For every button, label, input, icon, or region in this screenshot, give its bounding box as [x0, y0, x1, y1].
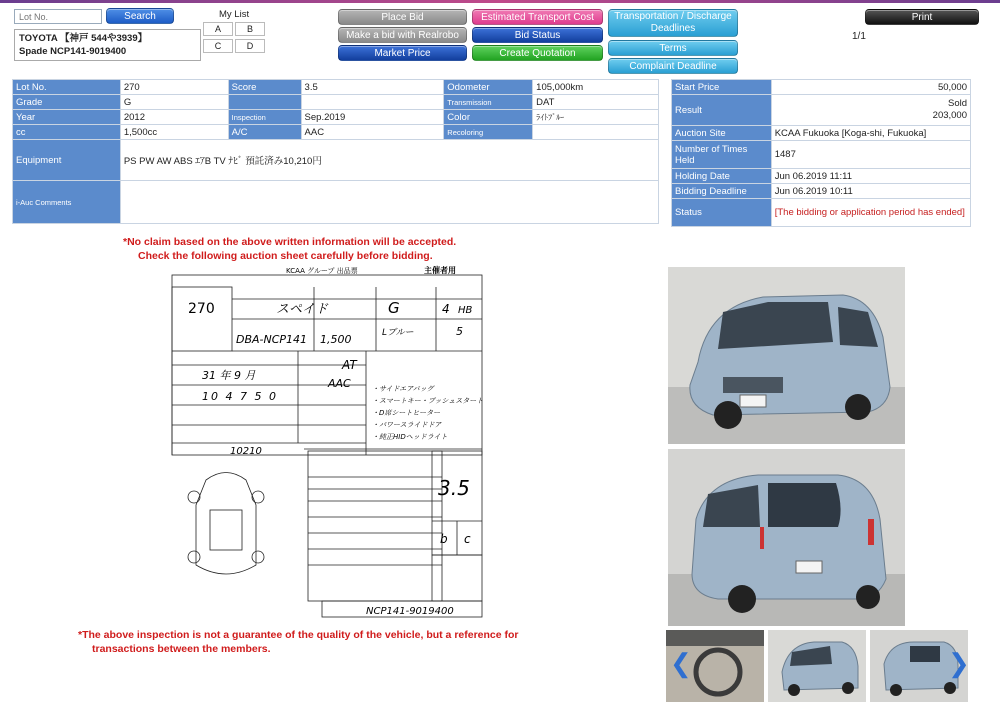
- equipment-value: PS PW AW ABS ｴｱB TV ﾅﾋﾞ 預託済み10,210円: [120, 140, 658, 181]
- sheet-note-1: ・サイドエアバッグ: [372, 385, 434, 393]
- lot-no-value: 270: [120, 80, 228, 95]
- year-label: Year: [13, 110, 121, 125]
- lot-number-input[interactable]: [14, 9, 102, 24]
- sheet-lot: 270: [188, 301, 215, 317]
- status-label: Status: [672, 199, 772, 227]
- notice-top: [123, 235, 456, 263]
- auction-info-table: [671, 79, 971, 227]
- chevron-left-icon[interactable]: ❮: [670, 648, 692, 678]
- sheet-note-2: ・スマートキー・プッシュスタート: [372, 397, 484, 405]
- thumbnail-front[interactable]: [768, 630, 866, 702]
- sheet-chassis: NCP141-9019400: [366, 606, 454, 617]
- sheet-header: KCAA グループ 出品票: [286, 267, 358, 275]
- top-accent-bar: [0, 0, 1000, 3]
- sheet-score: 3.5: [438, 476, 470, 500]
- sheet-ac: AAC: [328, 377, 351, 390]
- car-photo-rear[interactable]: [668, 449, 905, 626]
- bidding-deadline-label: Bidding Deadline: [672, 184, 772, 199]
- complaint-deadline-button[interactable]: Complaint Deadline: [608, 58, 738, 74]
- sheet-body: HB: [458, 305, 473, 316]
- auction-site-label: Auction Site: [672, 126, 772, 141]
- cc-label: cc: [13, 125, 121, 140]
- market-price-button[interactable]: Market Price: [338, 45, 467, 61]
- equipment-label: Equipment: [13, 140, 121, 181]
- realrobo-bid-button[interactable]: Make a bid with Realrobo: [338, 27, 467, 43]
- mylist-label: My List: [219, 9, 250, 20]
- sheet-color: Lブルー: [382, 328, 414, 338]
- place-bid-button[interactable]: Place Bid: [338, 9, 467, 25]
- inspection-label: Inspection: [228, 110, 301, 125]
- result-label: Result: [672, 95, 772, 126]
- transmission-label: Transmission: [444, 95, 533, 110]
- chevron-right-icon[interactable]: ❯: [948, 648, 970, 678]
- sheet-grade: G: [388, 299, 400, 317]
- vehicle-title: [14, 29, 201, 61]
- result-status: Sold: [947, 98, 967, 109]
- print-button[interactable]: Print: [865, 9, 979, 25]
- grade-value: G: [120, 95, 228, 110]
- start-price-label: Start Price: [672, 80, 772, 95]
- comments-label: i-Auc Comments: [13, 181, 121, 224]
- sheet-header-right: 主催者用: [424, 266, 456, 275]
- score-value: 3.5: [301, 80, 444, 95]
- holding-date-value: Jun 06.2019 11:11: [771, 169, 970, 184]
- times-held-value: 1487: [771, 141, 970, 169]
- sheet-note-4: ・パワースライドドア: [372, 421, 442, 429]
- sheet-car-name: スペイド: [276, 302, 329, 317]
- notice-bottom-line2: transactions between the members.: [92, 643, 271, 655]
- search-button[interactable]: Search: [106, 8, 174, 24]
- year-value: 2012: [120, 110, 228, 125]
- mylist-d-button[interactable]: D: [235, 39, 265, 53]
- vehicle-details-table: [12, 79, 659, 224]
- result-price: 203,000: [932, 110, 967, 121]
- inspection-value: Sep.2019: [301, 110, 444, 125]
- transport-deadlines-button[interactable]: Transportation / Discharge Deadlines: [608, 9, 738, 37]
- transport-cost-button[interactable]: Estimated Transport Cost: [472, 9, 603, 25]
- ac-value: AAC: [301, 125, 444, 140]
- notice-bottom-line1: *The above inspection is not a guarantee of the quality of the vehicle, but a reference for: [78, 629, 519, 641]
- vehicle-title-line2: Spade NCP141-9019400: [19, 46, 127, 57]
- mylist-c-button[interactable]: C: [203, 39, 233, 53]
- sheet-cc: 1,500: [320, 333, 352, 346]
- comments-value: [120, 181, 658, 224]
- notice-bottom: [78, 628, 519, 656]
- odometer-label: Odometer: [444, 80, 533, 95]
- result-value: [771, 95, 970, 126]
- recoloring-value: [533, 125, 659, 140]
- status-value: [The bidding or application period has ended]: [771, 199, 970, 227]
- cc-value: 1,500cc: [120, 125, 228, 140]
- bidding-deadline-value: Jun 06.2019 10:11: [771, 184, 970, 199]
- sheet-exterior: c: [464, 532, 471, 546]
- sheet-note-5: ・純正HIDヘッドライト: [372, 433, 448, 441]
- sheet-model: DBA-NCP141: [236, 333, 308, 346]
- page-count: 1/1: [852, 31, 866, 42]
- sheet-door: 4: [442, 302, 450, 316]
- notice-top-line1: *No claim based on the above written information will be accepted.: [123, 236, 457, 248]
- terms-button[interactable]: Terms: [608, 40, 738, 56]
- sheet-mileage: 10 4 7 5 0: [202, 390, 278, 403]
- create-quotation-button[interactable]: Create Quotation: [472, 45, 603, 61]
- auction-sheet-image[interactable]: [166, 265, 490, 619]
- bid-status-button[interactable]: Bid Status: [472, 27, 603, 43]
- mylist-b-button[interactable]: B: [235, 22, 265, 36]
- grade-label: Grade: [13, 95, 121, 110]
- lot-no-label: Lot No.: [13, 80, 121, 95]
- transmission-value: DAT: [533, 95, 659, 110]
- odometer-value: 105,000km: [533, 80, 659, 95]
- color-label: Color: [444, 110, 533, 125]
- times-held-label: Number of Times Held: [672, 141, 772, 169]
- score-label: Score: [228, 80, 301, 95]
- sheet-note-3: ・D席シートヒーター: [372, 409, 441, 417]
- start-price-value: 50,000: [771, 80, 970, 95]
- sheet-recycle: 10210: [230, 446, 262, 457]
- sheet-shift: AT: [342, 358, 357, 372]
- ac-label: A/C: [228, 125, 301, 140]
- vehicle-title-line1: TOYOTA 【神戸 544や3939】: [19, 33, 148, 44]
- sheet-capacity: 5: [456, 325, 463, 338]
- recoloring-label: Recoloring: [444, 125, 533, 140]
- notice-top-line2: Check the following auction sheet carefully before bidding.: [138, 250, 433, 262]
- color-value: ﾗｲﾄﾌﾞﾙｰ: [533, 110, 659, 125]
- holding-date-label: Holding Date: [672, 169, 772, 184]
- auction-site-value: KCAA Fukuoka [Koga-shi, Fukuoka]: [771, 126, 970, 141]
- car-photo-front[interactable]: [668, 267, 905, 444]
- mylist-a-button[interactable]: A: [203, 22, 233, 36]
- sheet-inspection: 31 年 9 月: [202, 369, 256, 382]
- sheet-interior: b: [440, 532, 448, 546]
